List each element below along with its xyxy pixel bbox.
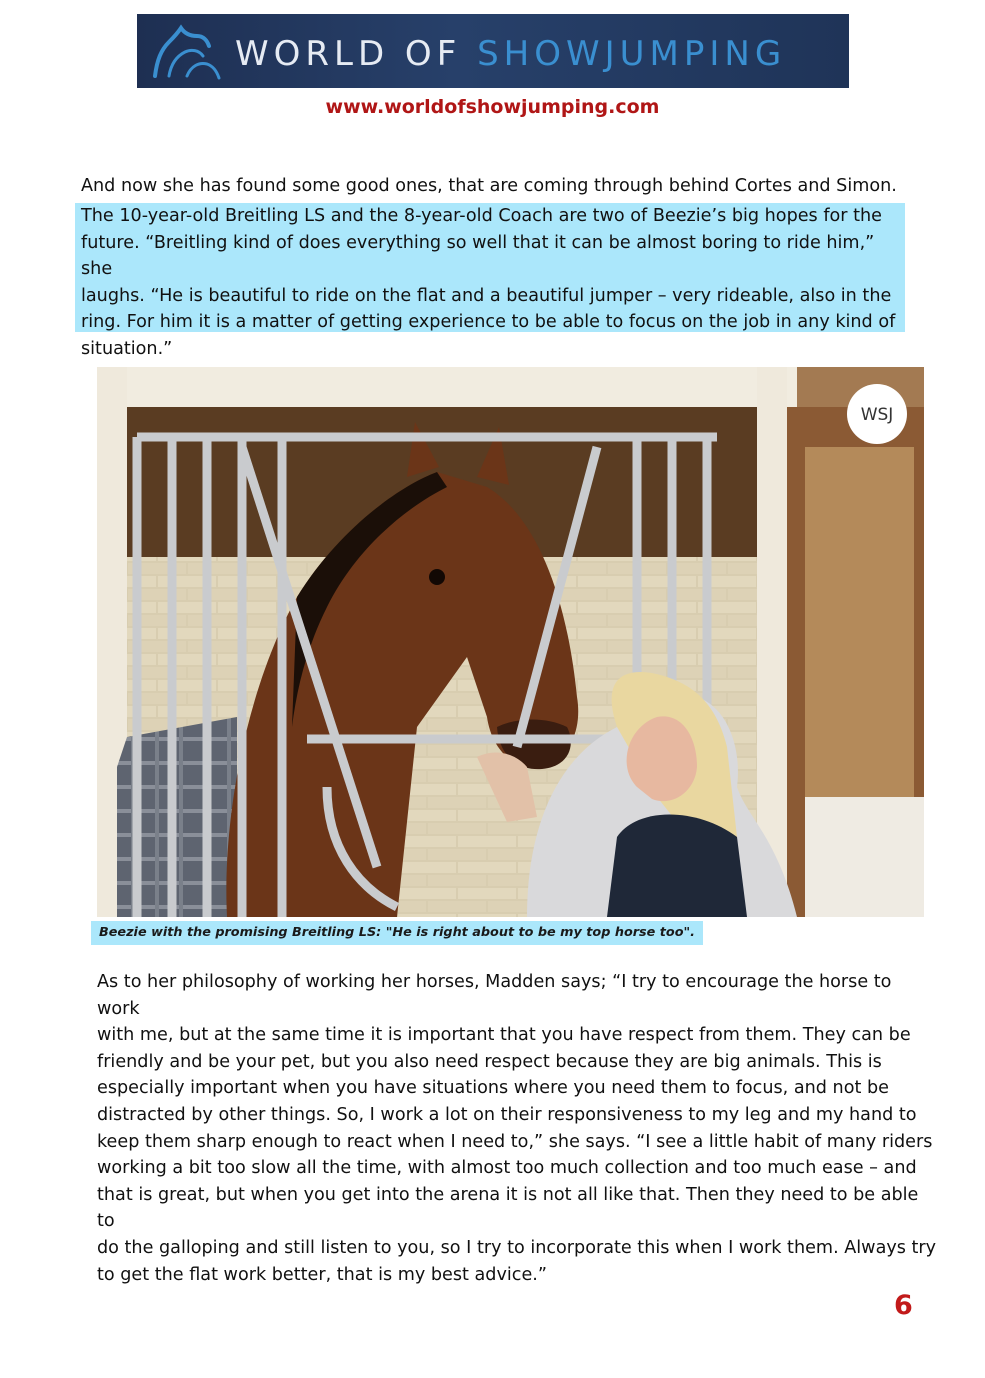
page-number: 6 <box>894 1290 913 1321</box>
paragraph-body: As to her philosophy of working her horses, Madden says; “I try to encourage the horse to work with me, but at the same time it is important that you have respect from them. They can be friendly and be your pet, but you also need respect because they are big animals. This is especially important when you have situations where you need them to focus, and not be distracted by other things. So, I work a lot on their responsiveness to my leg and my hand to keep them sharp enough to react when I need to,” she says. “I see a little habit of many riders working a bit too slow all the time, with almost too much collection and too much ease – and that is great, but when you get into the arena it is not all like that. Then they need to be able to do the galloping and still listen to you, so I try to incorporate this when I work them. Always try to get the flat work better, that is my best advice.” <box>97 972 937 1285</box>
banner-title <box>235 34 786 74</box>
highlighted-paragraph-text: The 10-year-old Breitling LS and the 8-year-old Coach are two of Beezie’s big hopes for the future. “Breitling kind of does everything so well that it can be almost boring to ride him,” she laughs. “He is beautiful to ride on the flat and a beautiful jumper – very rideable, also in the ring. For him it is a matter of getting experience to be able to focus on the job in any kind of situation.” <box>81 206 896 359</box>
horse-logo-icon <box>147 20 227 82</box>
highlighted-paragraph <box>75 203 905 359</box>
article-photo <box>97 367 924 917</box>
horse-stable-photo <box>97 367 924 917</box>
banner-title-world-of: WORLD OF <box>235 34 462 74</box>
banner-title-showjumping: SHOWJUMPING <box>477 34 787 74</box>
paragraph-lead: And now she has found some good ones, that are coming through behind Cortes and Simon. <box>81 176 897 196</box>
header-banner <box>137 14 849 88</box>
site-url-link[interactable]: www.worldofshowjumping.com <box>325 96 660 118</box>
photo-caption: Beezie with the promising Breitling LS: "He is right about to be my top horse too". <box>91 921 703 945</box>
watermark-text: WSJ <box>860 405 894 425</box>
